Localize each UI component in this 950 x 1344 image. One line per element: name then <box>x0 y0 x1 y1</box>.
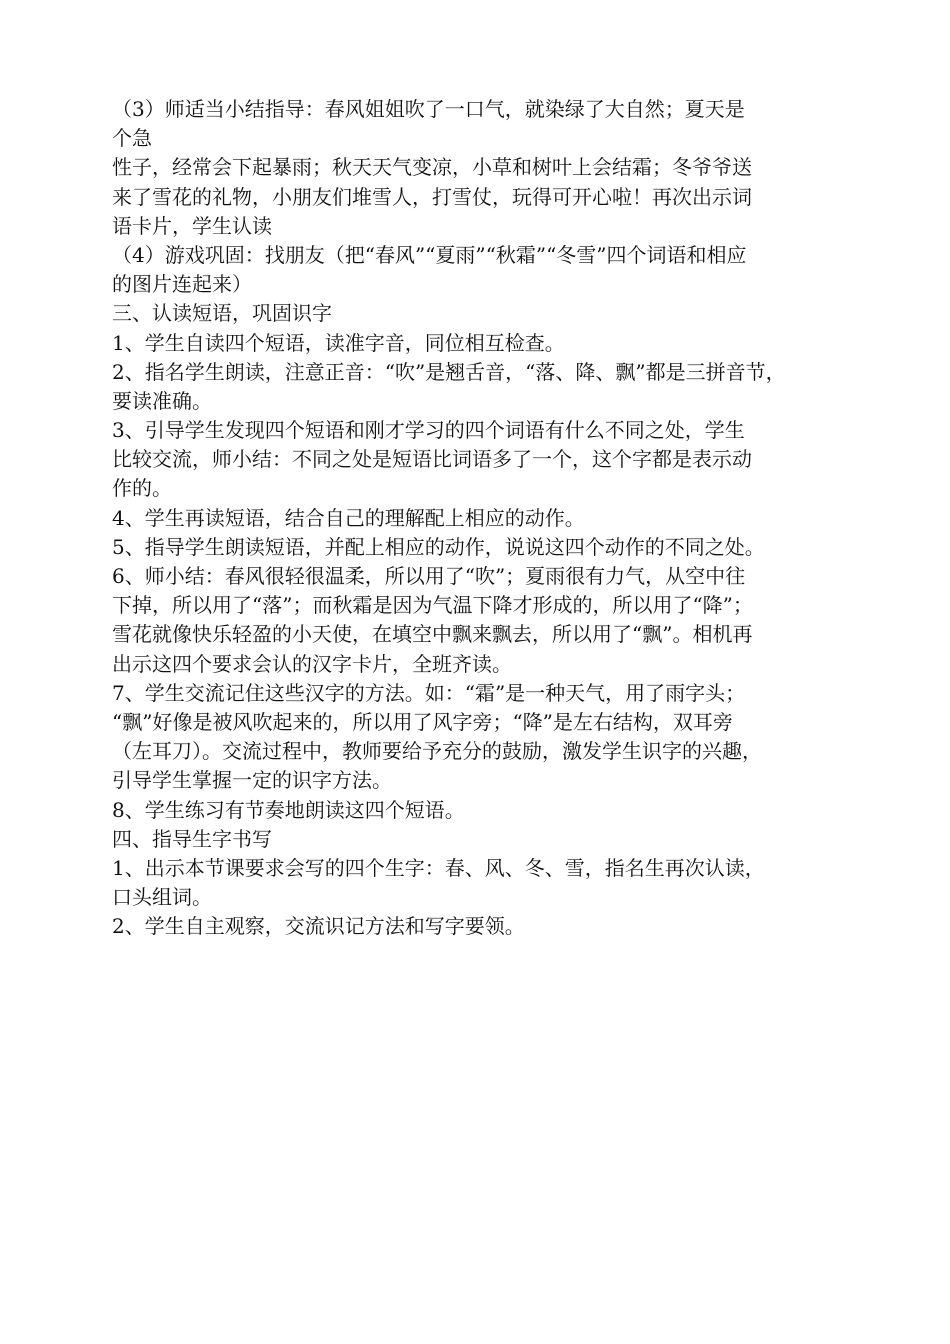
text-line: 语卡片，学生认读 <box>112 213 272 238</box>
text-line: “飘”好像是被风吹起来的，所以用了风字旁；“降”是左右结构，双耳旁 <box>112 709 733 734</box>
text-line: 2、学生自主观察，交流识记方法和写字要领。 <box>112 914 525 939</box>
document-body <box>112 95 872 941</box>
text-line: （3）师适当小结指导：春风姐姐吹了一口气，就染绿了大自然；夏天是 <box>112 97 745 121</box>
text-line: 来了雪花的礼物，小朋友们堆雪人，打雪仗，玩得可开心啦！再次出示词 <box>112 184 752 209</box>
text-line: 5、指导学生朗读短语，并配上相应的动作，说说这四个动作的不同之处。 <box>112 534 765 559</box>
text-line: 8、学生练习有节奏地朗读这四个短语。 <box>112 797 465 822</box>
text-line: 的图片连起来） <box>112 272 252 297</box>
text-line: 性子，经常会下起暴雨；秋天天气变凉，小草和树叶上会结霜；冬爷爷送 <box>112 155 752 180</box>
text-line: 个急 <box>112 126 152 151</box>
text-line: 1、出示本节课要求会写的四个生字：春、风、冬、雪，指名生再次认读， <box>112 855 765 880</box>
text-line: 引导学生掌握一定的识字方法。 <box>112 768 392 793</box>
text-line: 6、师小结：春风很轻很温柔，所以用了“吹”；夏雨很有力气，从空中往 <box>112 564 746 588</box>
text-line: 口头组词。 <box>112 885 212 910</box>
text-line: 比较交流，师小结：不同之处是短语比词语多了一个，这个字都是表示动 <box>112 447 752 472</box>
text-line: （4）游戏巩固：找朋友（把“春风”“夏雨”“秋霜”“冬雪”四个词语和相应 <box>112 242 747 267</box>
text-line: 要读准确。 <box>112 388 212 413</box>
section-heading: 四、指导生字书写 <box>112 826 272 851</box>
text-line: 2、指名学生朗读，注意正音：“吹”是翘舌音，“落、降、飘”都是三拼音节， <box>112 359 786 384</box>
text-line: 雪花就像快乐轻盈的小天使，在填空中飘来飘去，所以用了“飘”。相机再 <box>112 622 753 647</box>
section-heading: 三、认读短语，巩固识字 <box>112 301 332 326</box>
text-line: （左耳刀）。交流过程中，教师要给予充分的鼓励，激发学生识字的兴趣， <box>112 739 762 764</box>
text-line: 7、学生交流记住这些汉字的方法。如：“霜”是一种天气，用了雨字头； <box>112 680 746 705</box>
text-line: 出示这四个要求会认的汉字卡片，全班齐读。 <box>112 651 512 676</box>
text-line: 下掉，所以用了“落”；而秋霜是因为气温下降才形成的，所以用了“降”； <box>112 593 753 618</box>
text-line: 作的。 <box>112 476 172 501</box>
text-line: 3、引导学生发现四个短语和刚才学习的四个词语有什么不同之处，学生 <box>112 418 745 443</box>
text-line: 1、学生自读四个短语，读准字音，同位相互检查。 <box>112 330 565 355</box>
text-line: 4、学生再读短语，结合自己的理解配上相应的动作。 <box>112 505 585 530</box>
